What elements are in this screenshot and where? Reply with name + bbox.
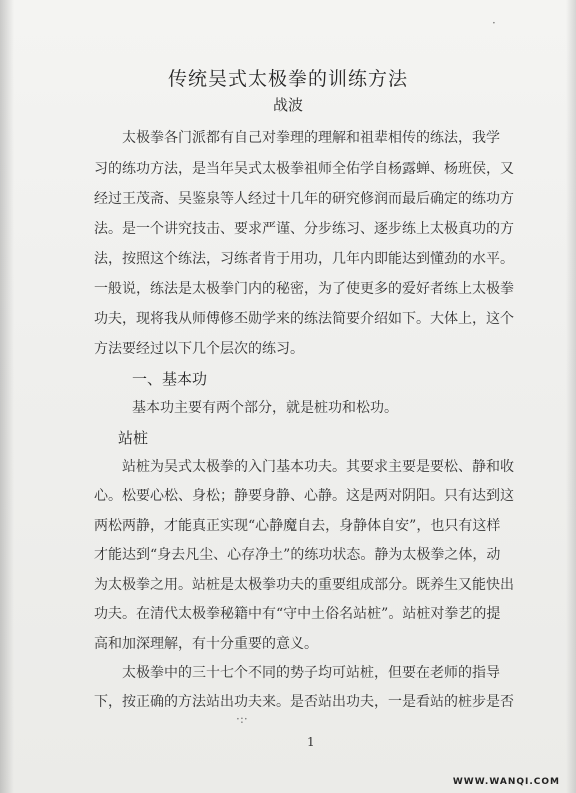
paragraph-line: 高和加深理解，有十分重要的意义。	[94, 636, 318, 652]
paragraph-line: 方法要经过以下几个层次的练习。	[94, 341, 304, 357]
page-number: 1	[307, 735, 315, 749]
paragraph-line: 太极拳各门派都有自己对拳理的理解和祖辈相传的练法，我学	[122, 130, 500, 146]
paragraph-line: 心。松要心松、身松；静要身静、心静。这是两对阴阳。只有达到这	[94, 488, 514, 504]
section-line: 基本功主要有两个部分，就是桩功和松功。	[132, 400, 398, 416]
paragraph-line: 才能达到“身去凡尘、心存净土”的练功状态。静为太极拳之体，动	[94, 547, 501, 563]
paragraph-line: 两松两静，才能真正实现“心静魔自去，身静体自安”，也只有这样	[94, 518, 501, 534]
paragraph-line: 下，按正确的方法站出功夫来。是否站出功夫，一是看站的桩步是否	[94, 694, 514, 710]
watermark: WWW.WANQI.COM	[452, 777, 560, 787]
paragraph-line: 法。是一个讲究技击、要求严谨、分步练习、逐步练上太极真功的方	[94, 221, 514, 237]
scan-edge-shadow-left	[0, 0, 14, 793]
paragraph-line: 站桩为吴式太极拳的入门基本功夫。其要求主要是要松、静和收	[122, 459, 514, 475]
paragraph-line: 功夫。在清代太极拳秘籍中有“守中土俗名站桩”。站桩对拳艺的提	[94, 606, 501, 622]
paragraph-line: 经过王茂斋、吴鉴泉等人经过十几年的研究修润而最后确定的练功方	[94, 191, 514, 207]
scan-speck: ·	[492, 16, 496, 30]
paragraph-line: 一般说，练法是太极拳门内的秘密，为了使更多的爱好者练上太极拳	[94, 281, 514, 297]
document-title: 传统吴式太极拳的训练方法	[167, 68, 408, 90]
section-heading: 一、基本功	[132, 370, 208, 388]
paragraph-line: 法，按照这个练法，习练者肯于用功，几年内即能达到懂劲的水平。	[94, 251, 514, 267]
scan-edge-shadow-right	[566, 0, 576, 793]
document-author: 战波	[272, 96, 303, 114]
paragraph-line: 习的练功方法，是当年吴式太极拳祖师全佑学自杨露蝉、杨班侯，又	[94, 161, 514, 177]
paragraph-line: 为太极拳之用。站桩是太极拳功夫的重要组成部分。既养生又能快出	[94, 577, 514, 593]
paragraph-line: 太极拳中的三十七个不同的势子均可站桩，但要在老师的指导	[122, 665, 500, 681]
sub-heading: 站桩	[118, 429, 149, 447]
scan-speck: ·:·	[236, 712, 248, 726]
paragraph-line: 功夫，现将我从师傅修丕勋学来的练法简要介绍如下。大体上，这个	[94, 311, 514, 327]
